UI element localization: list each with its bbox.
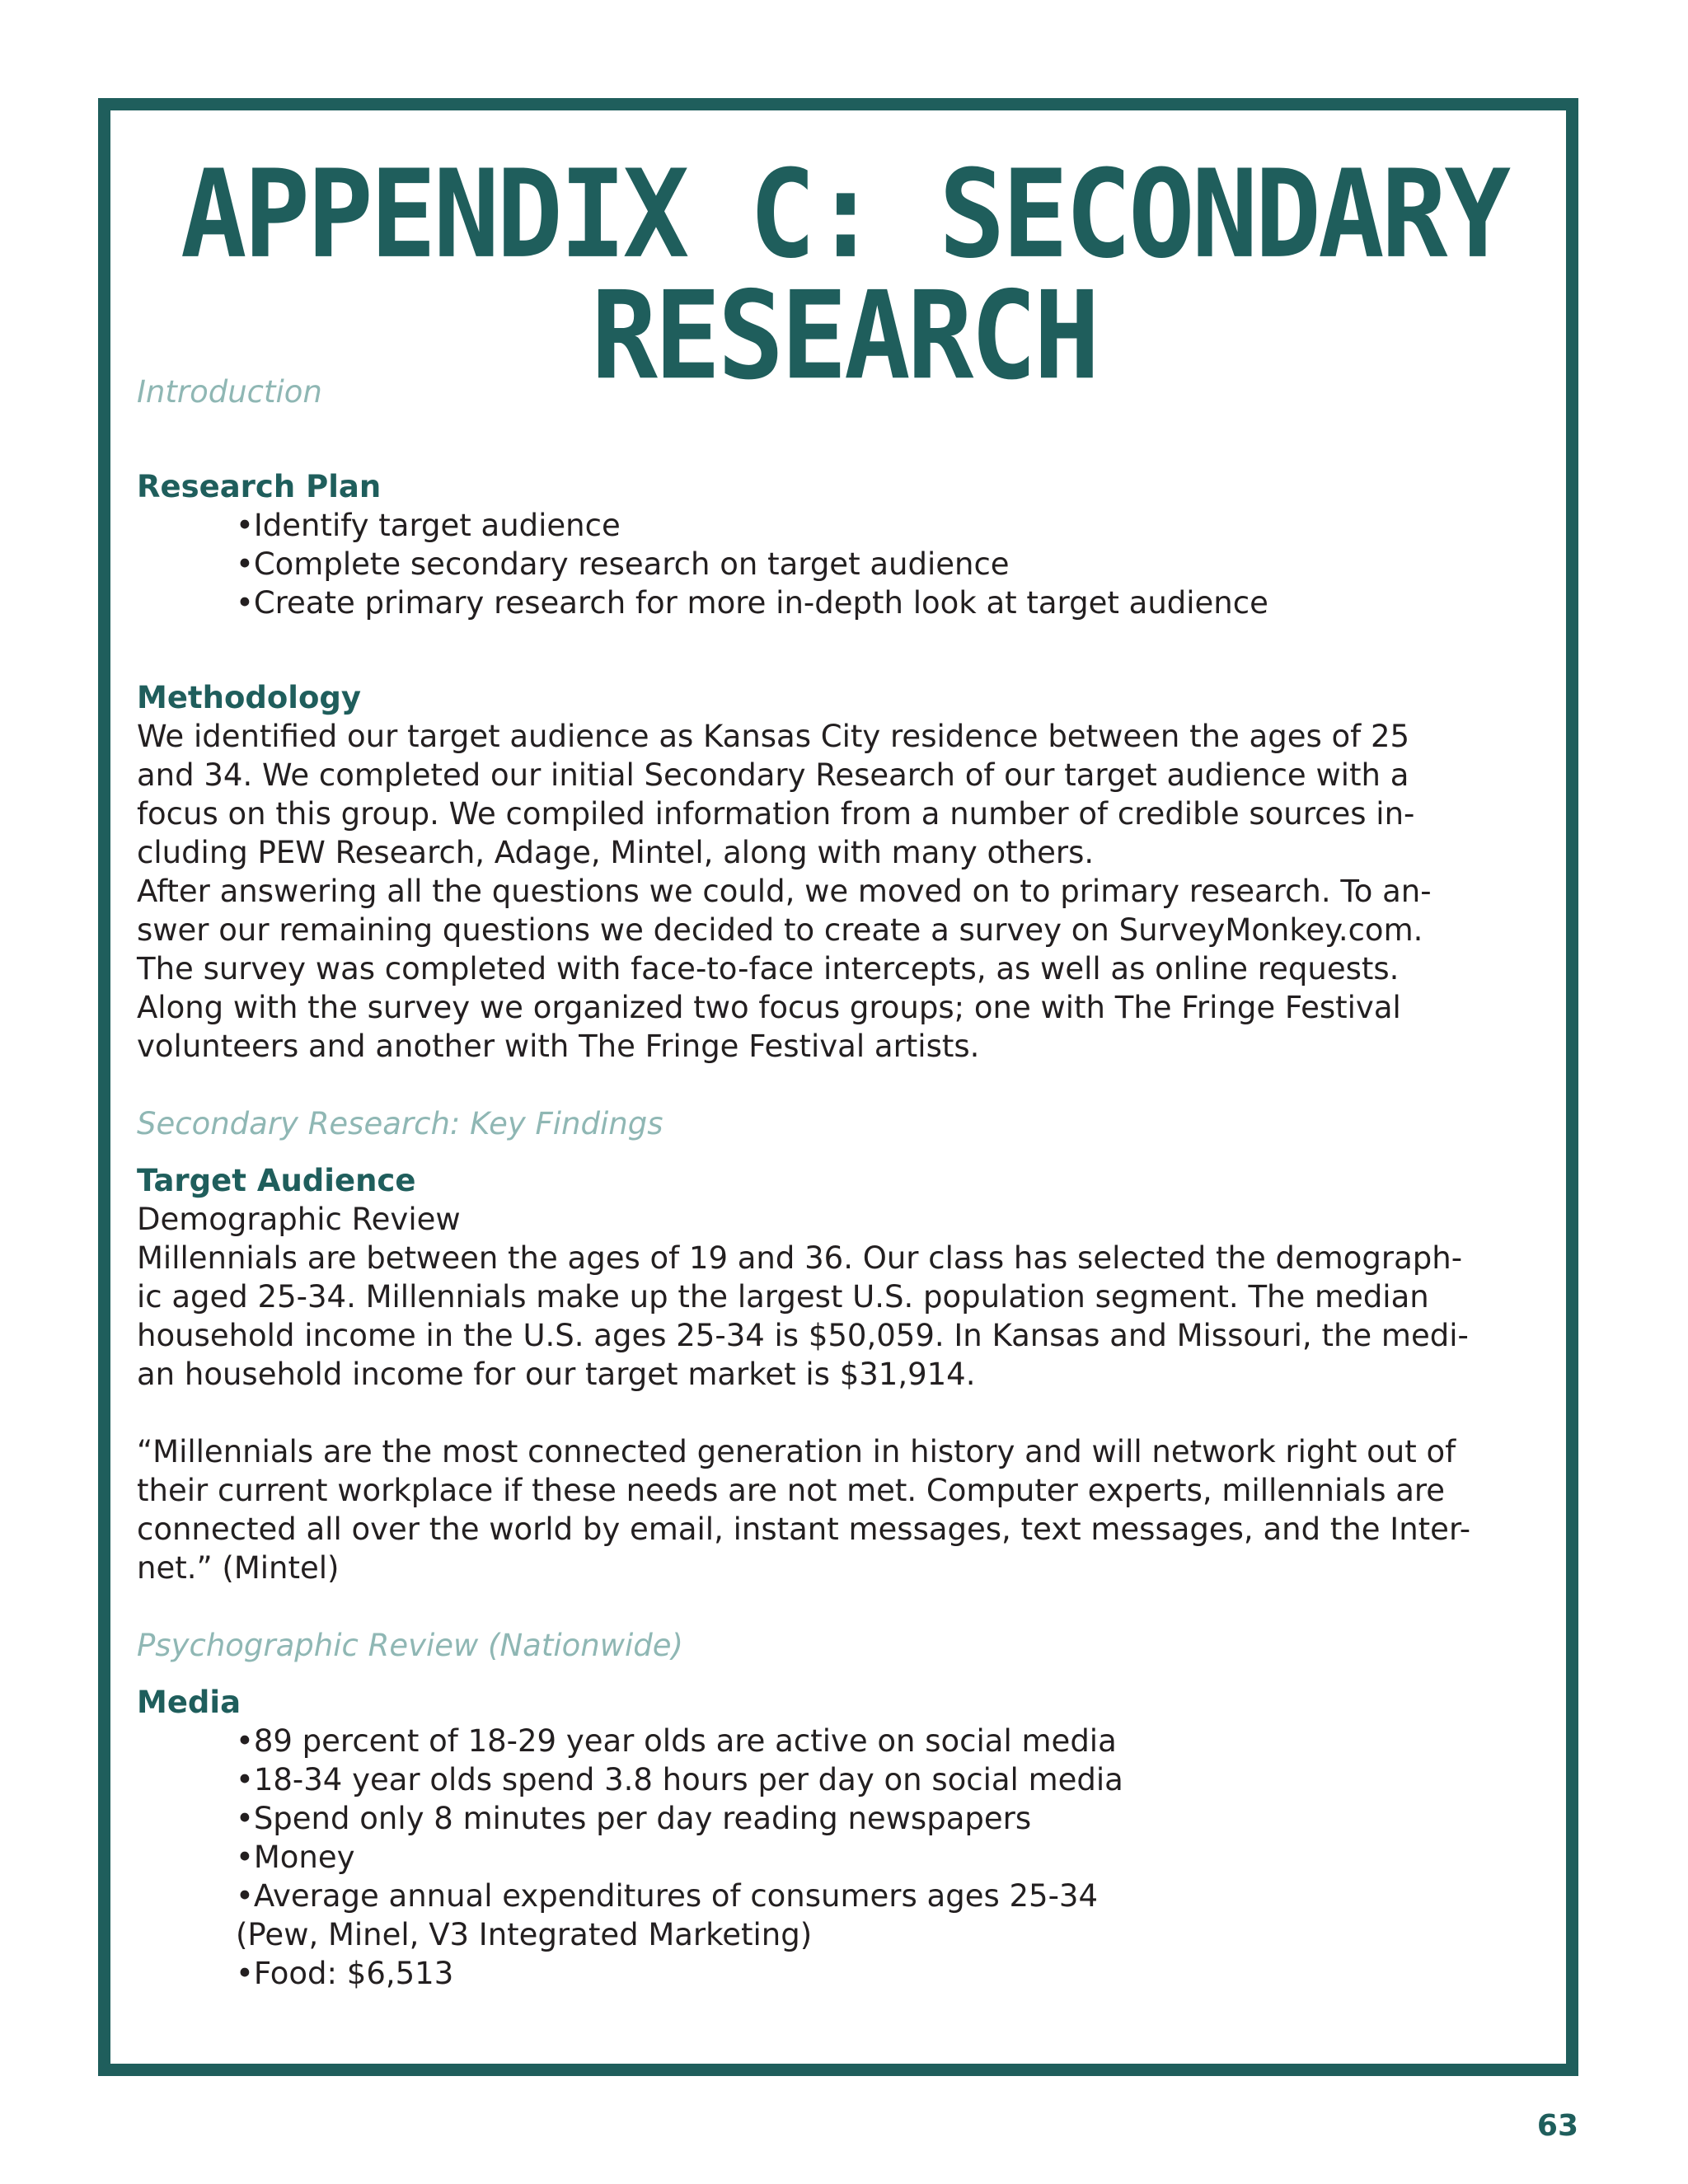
section-label-introduction: Introduction	[137, 374, 322, 410]
text-line: connected all over the world by email, instant messages, text messages, and the Inter-	[137, 1511, 1471, 1547]
text-line: “Millennials are the most connected generation in history and will network right out of	[137, 1434, 1456, 1469]
demographic-review-label: Demographic Review	[137, 1202, 461, 1237]
list-item: •Create primary research for more in-depth look at target audience	[236, 585, 1268, 621]
text-line: ic aged 25-34. Millennials make up the largest U.S. population segment. The median	[137, 1279, 1429, 1315]
section-label-key-findings: Secondary Research: Key Findings	[137, 1106, 663, 1141]
research-plan-list	[137, 506, 1538, 622]
methodology-paragraph	[137, 717, 1538, 1066]
text-line: household income in the U.S. ages 25-34 is $50,059. In Kansas and Missouri, the medi-	[137, 1318, 1469, 1353]
page-title: APPENDIX C: SECONDARY RESEARCH	[180, 143, 1508, 407]
text-line: Millennials are between the ages of 19 and 36. Our class has selected the demograph-	[137, 1240, 1463, 1276]
text-line: and 34. We completed our initial Secondary Research of our target audience with a	[137, 757, 1409, 793]
list-item: •Identify target audience	[236, 508, 621, 543]
list-item: •89 percent of 18-29 year olds are active on social media	[236, 1723, 1117, 1759]
text-line: swer our remaining questions we decided to create a survey on SurveyMonkey.com.	[137, 912, 1423, 948]
text-line: cluding PEW Research, Adage, Mintel, along with many others.	[137, 835, 1095, 870]
text-line: The survey was completed with face-to-face intercepts, as well as online requests.	[137, 951, 1400, 987]
list-item: (Pew, Minel, V3 Integrated Marketing)	[236, 1917, 813, 1952]
section-label-psychographic: Psychographic Review (Nationwide)	[137, 1628, 683, 1663]
media-heading: Media	[137, 1685, 241, 1720]
list-item: •Complete secondary research on target audience	[236, 546, 1010, 582]
media-list	[137, 1722, 1538, 1993]
research-plan-heading: Research Plan	[137, 469, 382, 504]
text-line: net.” (Mintel)	[137, 1550, 340, 1586]
list-item: •Spend only 8 minutes per day reading newspapers	[236, 1801, 1032, 1836]
text-line: focus on this group. We compiled information from a number of credible sources in-	[137, 796, 1415, 832]
mintel-quote	[137, 1432, 1538, 1587]
text-line: Along with the survey we organized two focus groups; one with The Fringe Festival	[137, 990, 1401, 1025]
methodology-heading: Methodology	[137, 680, 361, 715]
text-line: After answering all the questions we could, we moved on to primary research. To an-	[137, 874, 1432, 909]
list-item: •Food: $6,513	[236, 1956, 454, 1991]
text-line: their current workplace if these needs are not met. Computer experts, millennials are	[137, 1473, 1446, 1508]
demographic-paragraph	[137, 1239, 1538, 1394]
text-line: volunteers and another with The Fringe Festival artists.	[137, 1029, 980, 1064]
list-item: •18-34 year olds spend 3.8 hours per day on social media	[236, 1762, 1123, 1797]
list-item: •Money	[236, 1840, 355, 1875]
list-item: •Average annual expenditures of consumers ages 25-34	[236, 1878, 1099, 1914]
document-body	[137, 373, 1538, 1993]
text-line: We identified our target audience as Kansas City residence between the ages of 25	[137, 719, 1410, 754]
text-line: an household income for our target market is $31,914.	[137, 1357, 976, 1392]
target-audience-heading: Target Audience	[137, 1163, 416, 1198]
page-number: 63	[1536, 2109, 1578, 2143]
